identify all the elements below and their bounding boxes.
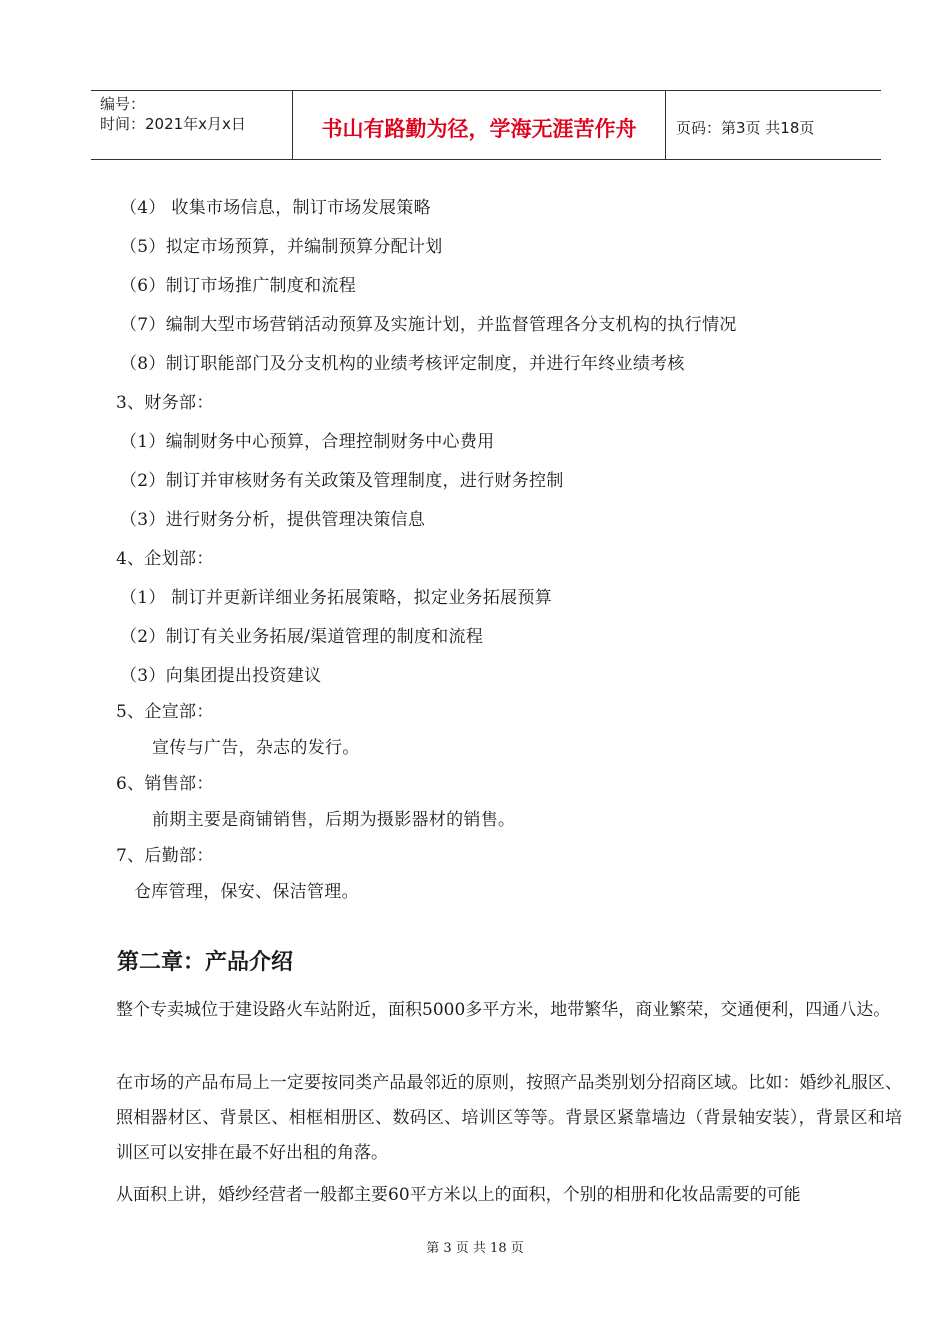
list-item: （2）制订并审核财务有关政策及管理制度，进行财务控制 xyxy=(120,471,564,491)
header-number: 编号： xyxy=(100,95,146,113)
section-heading: 6、销售部： xyxy=(116,774,214,794)
header-page-number: 页码：第3页 共18页 xyxy=(676,119,815,137)
section-heading: 7、后勤部： xyxy=(116,846,214,866)
section-body: 前期主要是商铺销售，后期为摄影器材的销售。 xyxy=(152,810,516,830)
list-item: （8）制订职能部门及分支机构的业绩考核评定制度，并进行年终业绩考核 xyxy=(120,354,685,374)
list-item: （5）拟定市场预算，并编制预算分配计划 xyxy=(120,237,443,257)
section-body: 仓库管理，保安、保洁管理。 xyxy=(134,882,359,902)
list-item: （1）编制财务中心预算，合理控制财务中心费用 xyxy=(120,432,495,452)
paragraph xyxy=(116,1178,902,1213)
list-item: （4） 收集市场信息，制订市场发展策略 xyxy=(120,198,431,218)
paragraph-text: 整个专卖城位于建设路火车站附近，面积5000多平方米，地带繁华，商业繁荣，交通便利，四通八达。 xyxy=(116,1000,891,1020)
section-heading: 5、企宣部： xyxy=(116,702,214,722)
section-body: 宣传与广告，杂志的发行。 xyxy=(152,738,360,758)
paragraph xyxy=(116,993,902,1028)
list-item: （3）进行财务分析，提供管理决策信息 xyxy=(120,510,426,530)
list-item: （6）制订市场推广制度和流程 xyxy=(120,276,357,296)
list-item: （1） 制订并更新详细业务拓展策略，拟定业务拓展预算 xyxy=(120,588,553,608)
section-heading: 3、财务部： xyxy=(116,393,214,413)
section-heading: 4、企划部： xyxy=(116,549,214,569)
page-footer: 第 3 页 共 18 页 xyxy=(426,1241,524,1256)
header-meta-cell xyxy=(91,91,293,159)
header-motto: 书山有路勤为径，学海无涯苦作舟 xyxy=(321,117,637,141)
document-header xyxy=(91,90,881,160)
paragraph-text: 在市场的产品布局上一定要按同类产品最邻近的原则，按照产品类别划分招商区域。比如：婚纱礼服区、照相器材区、背景区、相框相册区、数码区、培训区等等。背景区紧靠墙边（背景轴安装），背景区和培训区可以安排在最不好出租的角落。 xyxy=(116,1073,902,1163)
paragraph xyxy=(116,1066,902,1171)
header-motto-cell xyxy=(293,91,666,159)
list-item: （3）向集团提出投资建议 xyxy=(120,666,322,686)
header-time: 时间：2021年x月x日 xyxy=(100,115,246,133)
paragraph-text: 从面积上讲，婚纱经营者一般都主要60平方米以上的面积，个别的相册和化妆品需要的可能 xyxy=(116,1185,801,1205)
header-page-cell xyxy=(666,91,881,159)
list-item: （7）编制大型市场营销活动预算及实施计划，并监督管理各分支机构的执行情况 xyxy=(120,315,737,335)
chapter-title: 第二章：产品介绍 xyxy=(117,950,294,975)
list-item: （2）制订有关业务拓展/渠道管理的制度和流程 xyxy=(120,627,484,647)
